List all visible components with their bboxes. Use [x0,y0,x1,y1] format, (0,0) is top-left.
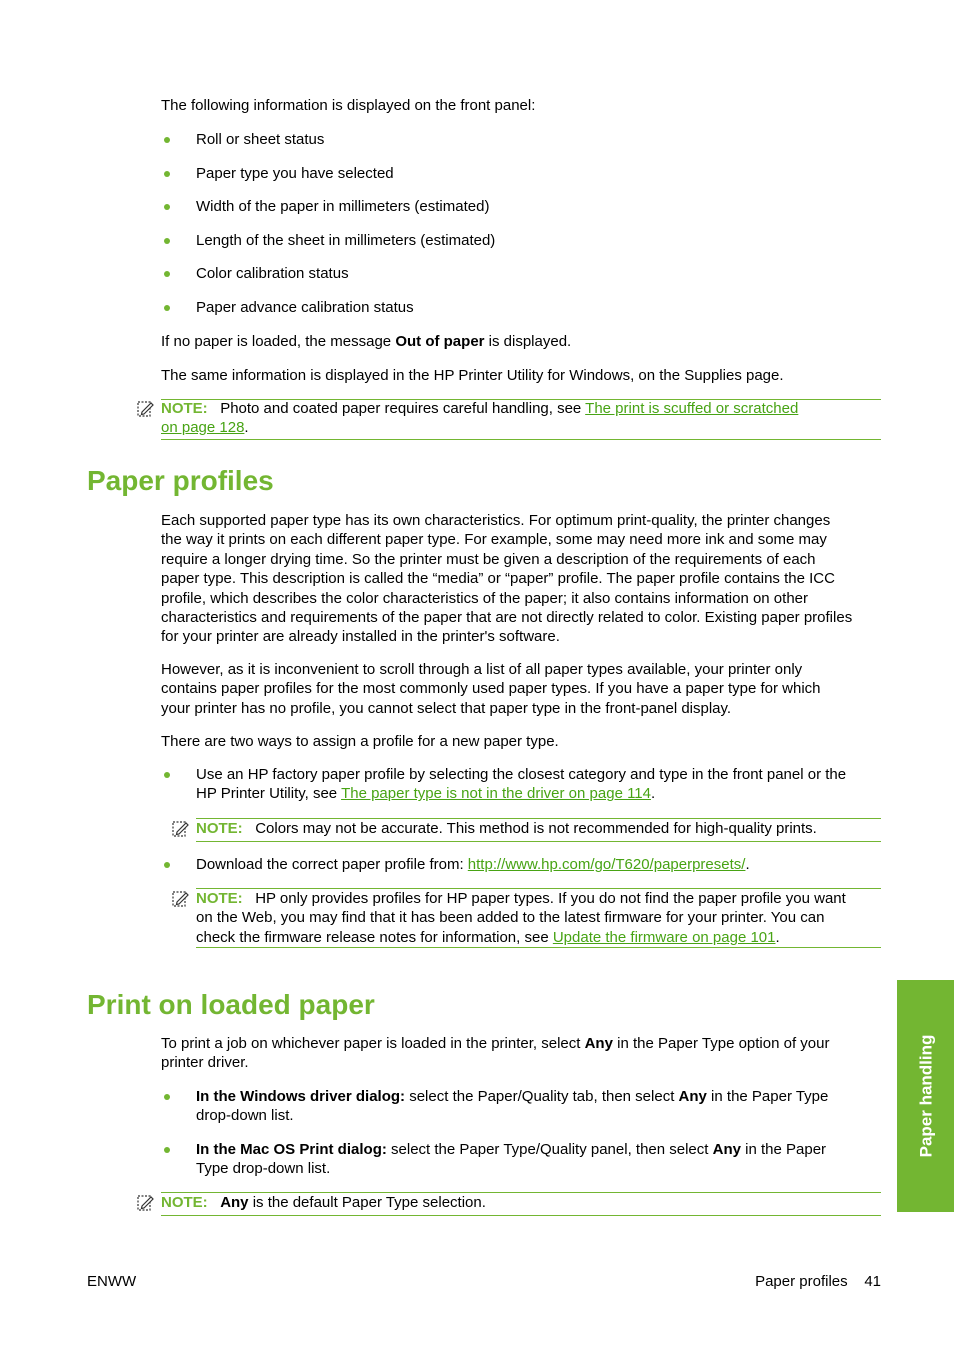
same-info-text: The same information is displayed in the HP Printer Utility for Windows, on the Supplies page. [161,367,784,384]
intro-text: The following information is displayed on the front panel: [161,97,536,114]
note-text: Colors may not be accurate. This method is not recommended for high-quality prints. [255,820,817,837]
list-item-text: Type drop-down list. [196,1160,331,1178]
list-item-text: Width of the paper in millimeters (estimated) [196,198,490,215]
windows-driver-dialog-label: In the Windows driver dialog: [196,1088,406,1105]
paper-presets-url-link[interactable]: http://www.hp.com/go/T620/paperpresets/ [467,856,746,873]
update-firmware-link[interactable]: Update the firmware on page 101 [552,928,776,946]
note-content [196,889,886,947]
bullet-icon [164,862,170,868]
bullet-icon [164,238,170,244]
para-line [161,1034,886,1053]
note-after: . [244,419,249,437]
page-number: 41 [864,1273,881,1290]
note-icon [136,1194,154,1212]
chapter-tab [897,980,954,1212]
para-line: Each supported paper type has its own characteristics. For optimum print-quality, the printer changes [161,512,831,529]
list-item-text [196,1087,886,1106]
bullet-after: . [745,856,750,873]
note-after: . [775,928,780,946]
section-title-print-on-loaded-paper: Print on loaded paper [87,989,375,1020]
paper-profiles-para2 [161,660,886,718]
any-keyword: Any [678,1088,707,1105]
para-line: require a longer drying time. So the printer must be given a description of the requirements of each [161,550,816,568]
list-item [196,1140,886,1179]
para-line: characteristics and requirements of the paper that are not directly related to color. Existing paper profiles [161,609,853,627]
out-of-paper-message: Out of paper [395,333,485,350]
bullet-text: HP Printer Utility, see [196,785,342,803]
note-content [161,1193,486,1212]
para-line: for your printer are already installed in the printer's software. [161,628,560,646]
para-line: However, as it is inconvenient to scroll through a list of all paper types available, your printer only [161,661,803,678]
paper-profiles-para3: There are two ways to assign a profile for a new paper type. [161,733,559,750]
para-line: contains paper profiles for the most commonly used paper types. If you have a paper type for which [161,680,821,698]
list-item-text [196,784,886,803]
note-label: NOTE: [196,890,243,907]
list-item-text: Length of the sheet in millimeters (estimated) [196,232,496,249]
any-keyword: Any [712,1141,741,1158]
list-item-text: Use an HP factory paper profile by selecting the closest category and type in the front panel or the [196,766,847,783]
bullet-icon [164,271,170,277]
no-paper-text [161,332,571,351]
note-line [196,889,886,908]
bullet-text: in the Paper [740,1141,827,1158]
note-content [196,819,817,838]
note-content [161,399,881,438]
list-item-text: Paper advance calibration status [196,299,414,316]
print-loaded-para [161,1034,886,1073]
note-icon [171,820,189,838]
scuffed-print-page-link[interactable]: on page 128 [161,419,245,437]
mac-os-print-dialog-label: In the Mac OS Print dialog: [196,1141,387,1158]
note-text: check the firmware release notes for information, see [196,928,553,946]
note-text: Photo and coated paper requires careful handling, see [220,400,586,417]
paper-type-not-in-driver-link[interactable]: The paper type is not in the driver on page 114 [341,785,651,803]
note-line [196,928,886,947]
bullet-icon [164,305,170,311]
bullet-text: select the Paper/Quality tab, then select [405,1088,679,1105]
list-item-text: Paper type you have selected [196,165,394,182]
scuffed-print-link[interactable]: The print is scuffed or scratched [585,400,799,417]
no-paper-after: is displayed. [484,333,572,350]
bullet-icon [164,171,170,177]
chapter-tab-label: Paper handling [915,1034,935,1158]
footer-section-name: Paper profiles [755,1273,848,1290]
list-item-text: drop-down list. [196,1107,294,1125]
any-keyword: Any [220,1194,249,1211]
list-item [196,765,886,804]
bullet-icon [164,772,170,778]
note-label: NOTE: [161,1194,208,1211]
bullet-text: select the Paper Type/Quality panel, then select [386,1141,713,1158]
note-icon [136,400,154,418]
list-item-text [196,1140,886,1159]
list-item [196,855,750,874]
note-line: on the Web, you may find that it has been added to the latest firmware for your printer. You can [196,909,825,927]
para-line: the way it prints on each different paper type. For example, some may need more ink and some may [161,531,827,549]
para-text: in the Paper Type option of your [612,1035,830,1052]
para-line: profile, which describes the color characteristics of the paper; it also contains information on other [161,589,808,607]
no-paper-before: If no paper is loaded, the message [161,333,396,350]
bullet-icon [164,1094,170,1100]
paper-profiles-para1 [161,511,886,647]
para-text: To print a job on whichever paper is loaded in the printer, select [161,1035,585,1052]
bullet-text: in the Paper Type [706,1088,829,1105]
list-item [196,1087,886,1126]
bullet-icon [164,137,170,143]
para-line: your printer has no profile, you cannot select that paper type in the front-panel display. [161,699,732,717]
bullet-after: . [651,785,656,803]
section-title-paper-profiles: Paper profiles [87,465,274,496]
bullet-text: Download the correct paper profile from: [196,856,468,873]
note-text: is the default Paper Type selection. [248,1194,486,1211]
any-keyword: Any [584,1035,613,1052]
bullet-icon [164,204,170,210]
list-item-text: Color calibration status [196,265,349,282]
note-icon [171,890,189,908]
bullet-icon [164,1147,170,1153]
note-text: HP only provides profiles for HP paper types. If you do not find the paper profile you want [255,890,846,907]
footer-right [755,1272,881,1291]
para-line: paper type. This description is called the “media” or “paper” profile. The paper profile contains the ICC [161,570,835,588]
list-item-text: Roll or sheet status [196,131,325,148]
note-label: NOTE: [161,400,208,417]
footer-left: ENWW [87,1273,137,1290]
para-line: printer driver. [161,1054,249,1072]
note-label: NOTE: [196,820,243,837]
